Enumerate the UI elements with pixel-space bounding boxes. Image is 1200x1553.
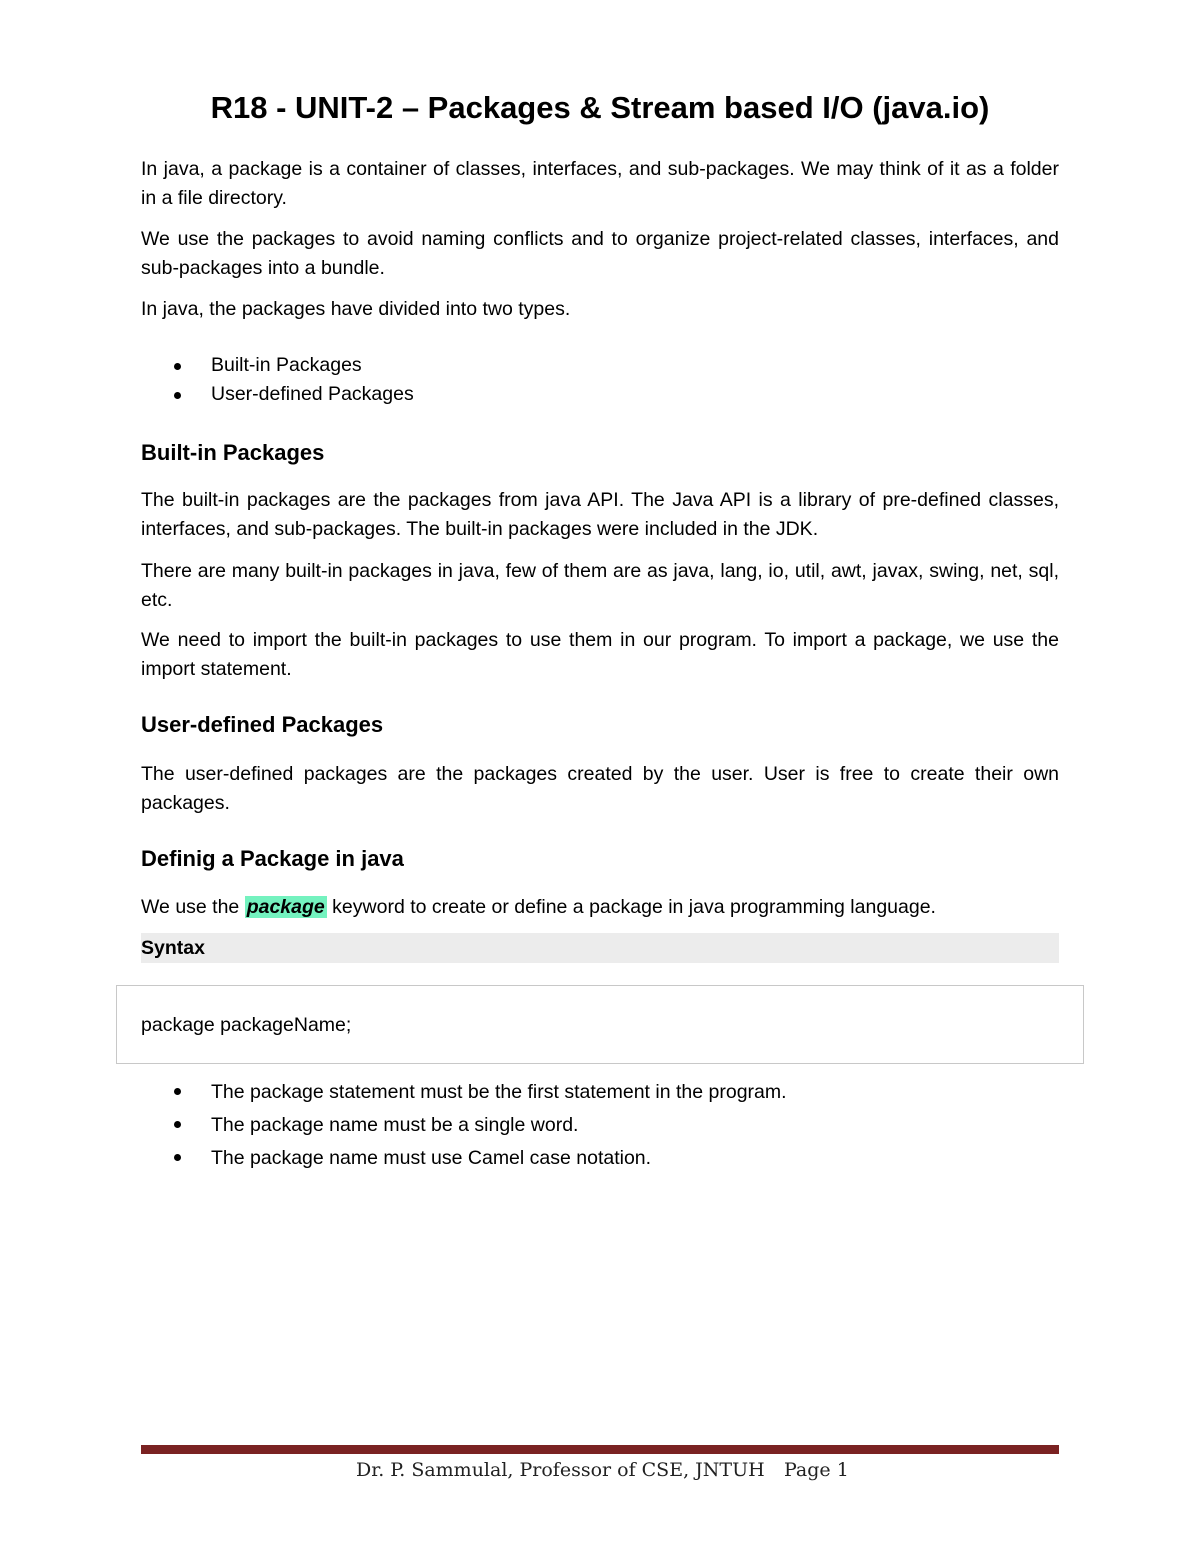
defining-heading: Definig a Package in java bbox=[141, 846, 404, 871]
intro-paragraph-1: In java, a package is a container of classes, interfaces, and sub-packages. We may think of it as a folder in a file directory. bbox=[141, 158, 1059, 209]
page-number: Page 1 bbox=[784, 1459, 849, 1481]
page-title: R18 - UNIT-2 – Packages & Stream based I/O (java.io) bbox=[210, 90, 990, 125]
builtin-paragraph-1: The built-in packages are the packages from java API. The Java API is a library of pre-defined classes, interfaces, and sub-packages. The built-in packages were included in the JDK. bbox=[141, 489, 1059, 540]
list-item: User-defined Packages bbox=[141, 380, 1059, 409]
bullet-icon bbox=[174, 1154, 181, 1161]
defining-paragraph: We use the package keyword to create or define a package in java programming language. bbox=[141, 896, 936, 918]
package-rules-list bbox=[141, 1076, 1059, 1175]
list-item: The package name must use Camel case notation. bbox=[141, 1142, 1059, 1175]
userdefined-heading: User-defined Packages bbox=[141, 712, 384, 737]
bullet-icon bbox=[174, 392, 181, 399]
builtin-paragraph-3: We need to import the built-in packages to use them in our program. To import a package, we use the import statement. bbox=[141, 629, 1059, 680]
bullet-icon bbox=[174, 1088, 181, 1095]
userdefined-paragraph-1: The user-defined packages are the packages created by the user. User is free to create their own packages. bbox=[141, 763, 1059, 814]
builtin-paragraph-2: There are many built-in packages in java, few of them are as java, lang, io, util, awt, javax, swing, net, sql, etc. bbox=[141, 560, 1059, 611]
footer-divider bbox=[141, 1445, 1059, 1454]
intro-paragraph-2: We use the packages to avoid naming conflicts and to organize project-related classes, interfaces, and sub-packages into a bundle. bbox=[141, 228, 1059, 279]
list-item: The package name must be a single word. bbox=[141, 1109, 1059, 1142]
syntax-label: Syntax bbox=[141, 933, 1059, 963]
keyword-highlight: package bbox=[246, 896, 325, 918]
code-line: package packageName; bbox=[141, 1014, 352, 1036]
bullet-icon bbox=[174, 363, 181, 370]
list-item: Built-in Packages bbox=[141, 351, 1059, 380]
package-types-list bbox=[141, 351, 1059, 409]
code-block bbox=[116, 985, 1084, 1064]
footer-author: Dr. P. Sammulal, Professor of CSE, JNTUH bbox=[356, 1459, 765, 1481]
bullet-icon bbox=[174, 1121, 181, 1128]
intro-paragraph-3: In java, the packages have divided into two types. bbox=[141, 298, 571, 320]
builtin-heading: Built-in Packages bbox=[141, 440, 325, 465]
list-item: The package statement must be the first statement in the program. bbox=[141, 1076, 1059, 1109]
